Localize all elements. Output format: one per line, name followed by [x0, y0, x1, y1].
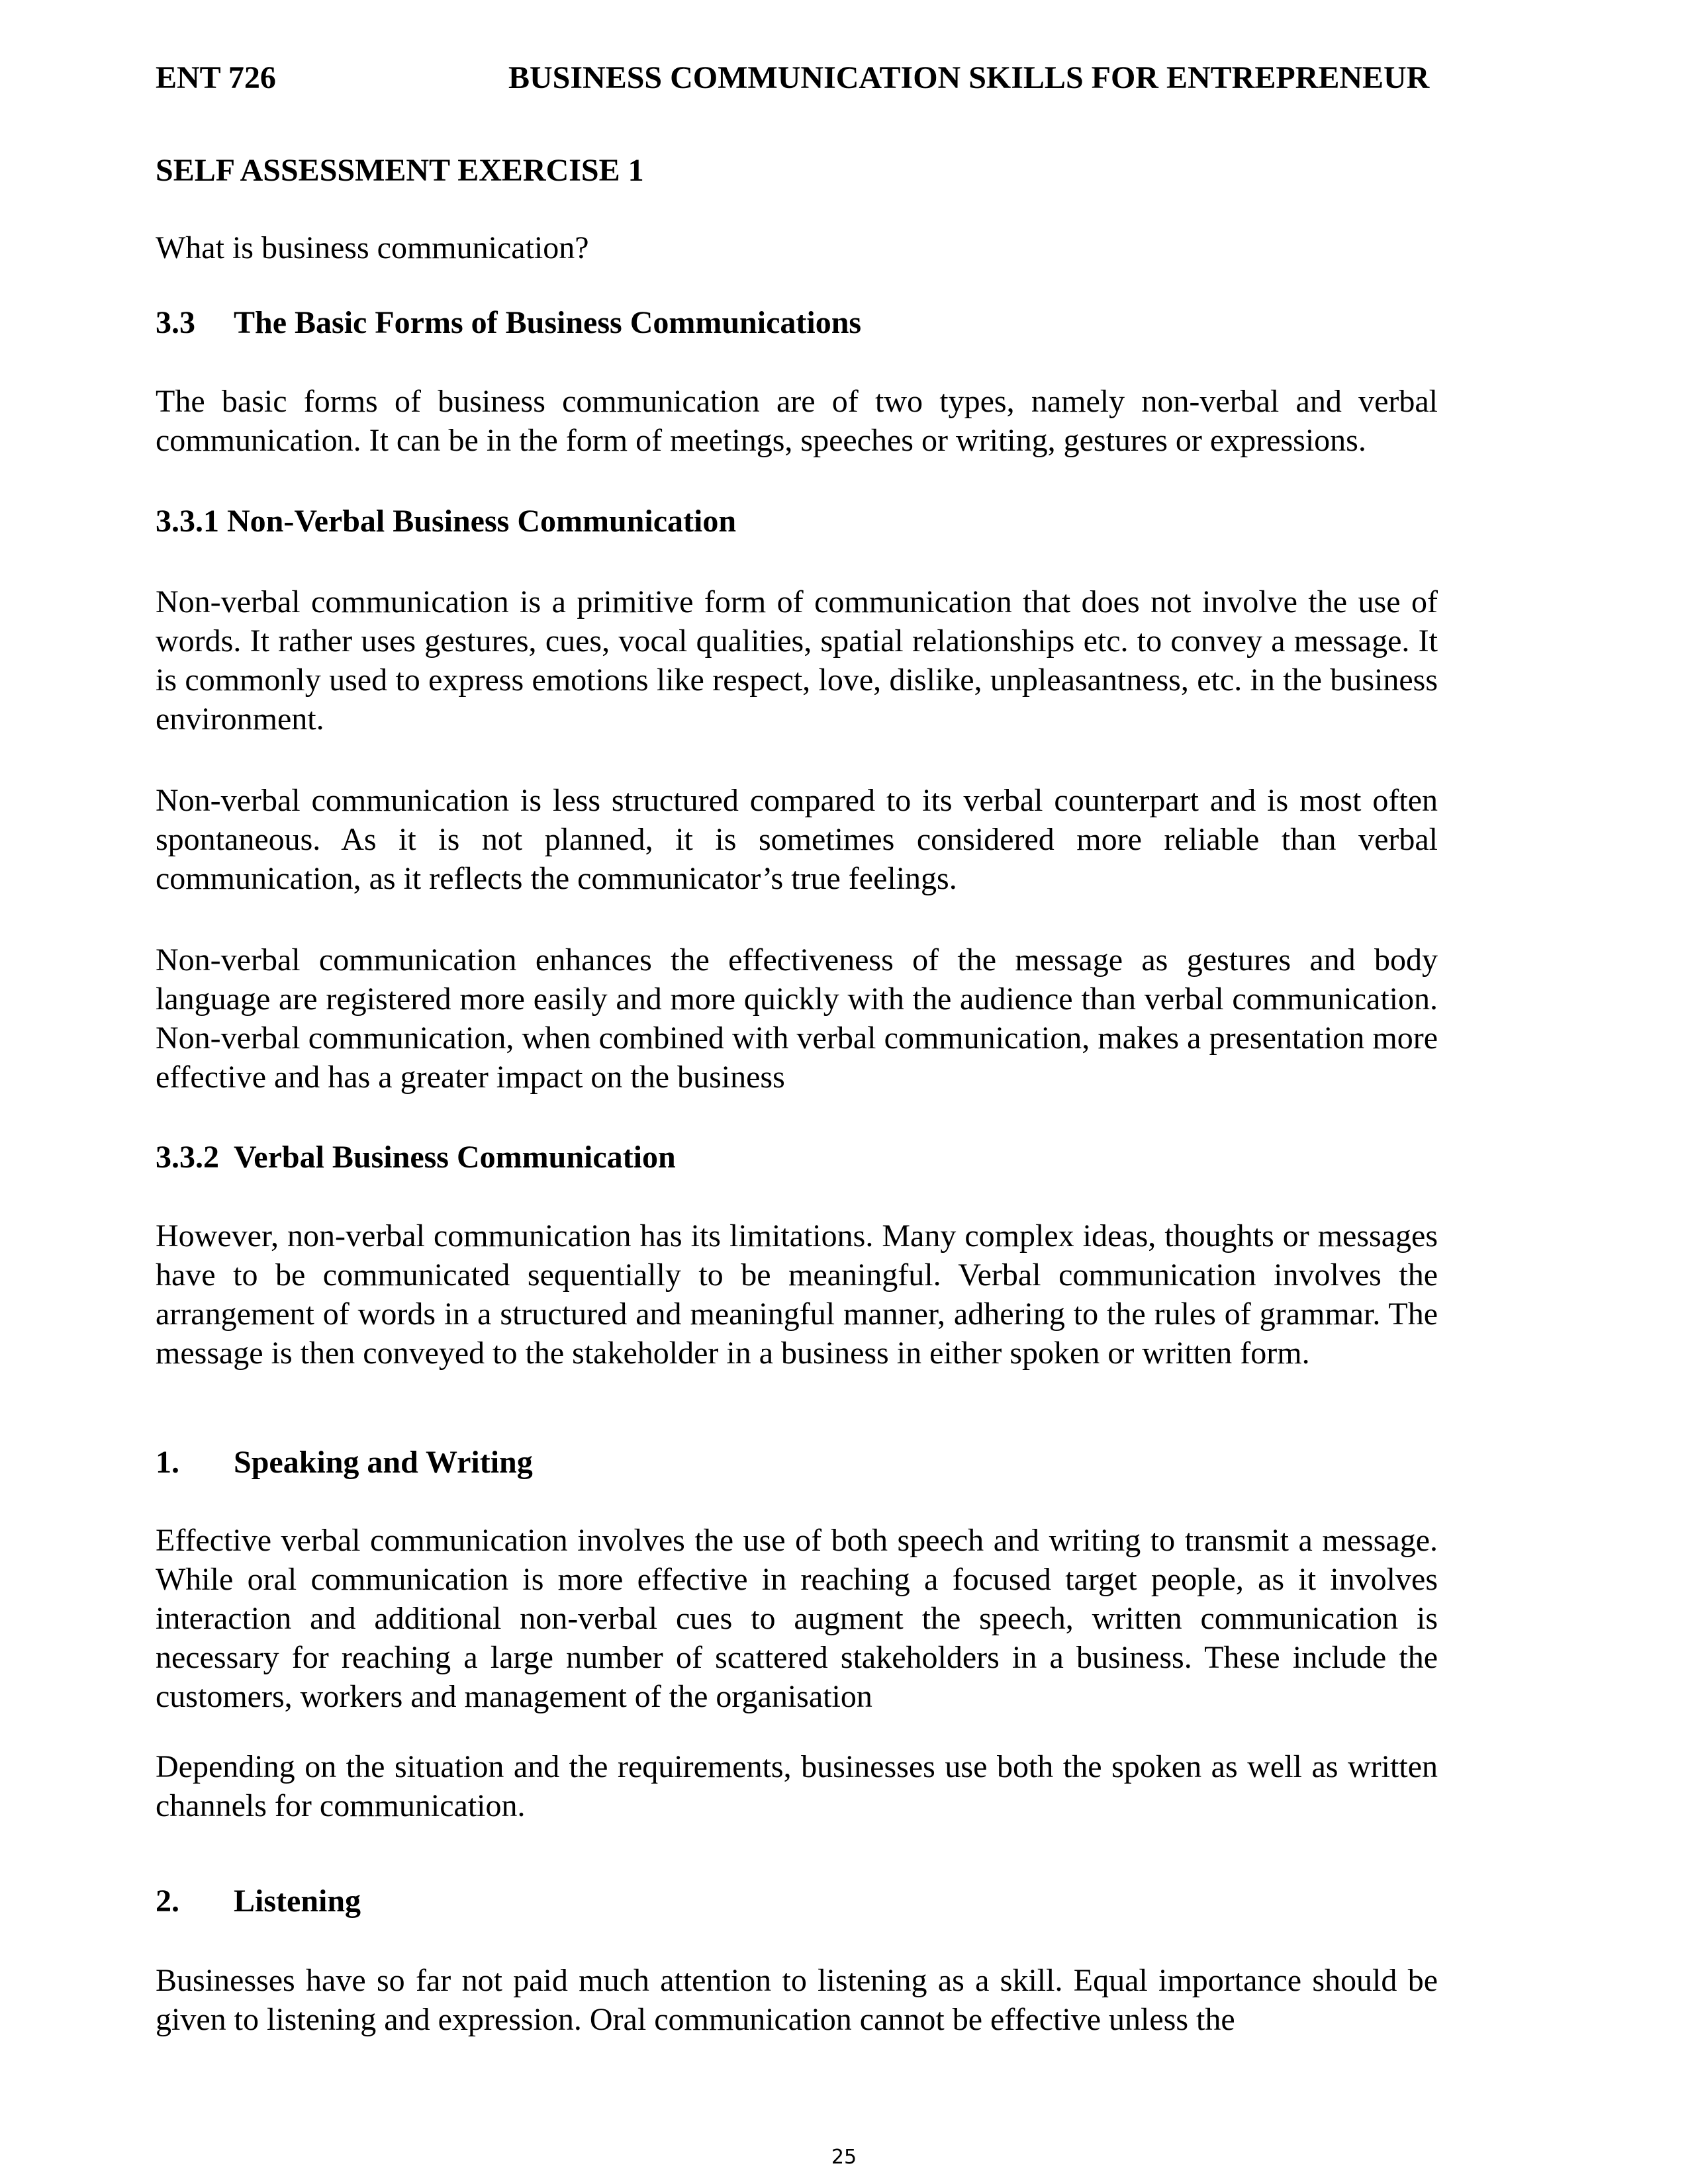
exercise-heading: SELF ASSESSMENT EXERCISE 1 — [156, 153, 644, 188]
page-number: 25 — [831, 2146, 857, 2169]
paragraph-3-3-1-c: Non-verbal communication enhances the effectiveness of the message as gestures and body language are registered more easily and more quickly with the audience than verbal communication. Non-verbal communication, when combined with verbal communication, makes a presentation more effective and has a greater impact on the business — [156, 942, 1438, 1095]
item-heading-1 — [156, 1443, 1438, 1482]
paragraph-item-1-a: Effective verbal communication involves the use of both speech and writing to transmit a message. While oral communication is more effective in reaching a focused target people, as it involves interaction and additional non-verbal cues to augment the speech, written communication is necessary for reaching a large number of scattered stakeholders in a business. These include the customers, workers and management of the organisation — [156, 1523, 1438, 1714]
paragraph-item-2: Businesses have so far not paid much attention to listening as a skill. Equal importance should be given to listening and expression. Oral communication cannot be effective unless the — [156, 1963, 1438, 2037]
paragraph-item-1-b: Depending on the situation and the requirements, businesses use both the spoken as well as written channels for communication. — [156, 1749, 1438, 1823]
item-title: Speaking and Writing — [234, 1445, 533, 1480]
paragraph-3-3-2: However, non-verbal communication has its limitations. Many complex ideas, thoughts or messages have to be communicated sequentially to be meaningful. Verbal communication involves the arrangement of words in a structured and meaningful manner, adhering to the rules of grammar. The message is then conveyed to the stakeholder in a business in either spoken or written form. — [156, 1218, 1438, 1371]
section-title: Verbal Business Communication — [234, 1140, 676, 1175]
item-number: 2. — [156, 1884, 179, 1919]
exercise-question: What is business communication? — [156, 230, 589, 265]
course-code: ENT 726 — [156, 60, 276, 95]
section-title: The Basic Forms of Business Communications — [234, 305, 862, 340]
course-title: BUSINESS COMMUNICATION SKILLS FOR ENTREPRENEUR — [508, 60, 1430, 95]
item-number: 1. — [156, 1445, 179, 1480]
paragraph-3-3-1-b: Non-verbal communication is less structured compared to its verbal counterpart and is most often spontaneous. As it is not planned, it is sometimes considered more reliable than verbal communication, as it reflects the communicator’s true feelings. — [156, 783, 1438, 896]
section-heading-3-3-2 — [156, 1138, 1438, 1177]
section-heading-3-3 — [156, 303, 1438, 343]
section-number: 3.3.2 — [156, 1140, 219, 1175]
item-heading-2 — [156, 1882, 1438, 1921]
paragraph-3-3: The basic forms of business communication are of two types, namely non-verbal and verbal communication. It can be in the form of meetings, speeches or writing, gestures or expressions. — [156, 384, 1438, 458]
section-heading-3-3-1: 3.3.1 Non-Verbal Business Communication — [156, 504, 737, 539]
paragraph-3-3-1-a: Non-verbal communication is a primitive form of communication that does not involve the use of words. It rather uses gestures, cues, vocal qualities, spatial relationships etc. to convey a message. It is commonly used to express emotions like respect, love, dislike, unpleasantness, etc. in the business environment. — [156, 584, 1438, 737]
item-title: Listening — [234, 1884, 361, 1919]
section-number: 3.3 — [156, 305, 195, 340]
